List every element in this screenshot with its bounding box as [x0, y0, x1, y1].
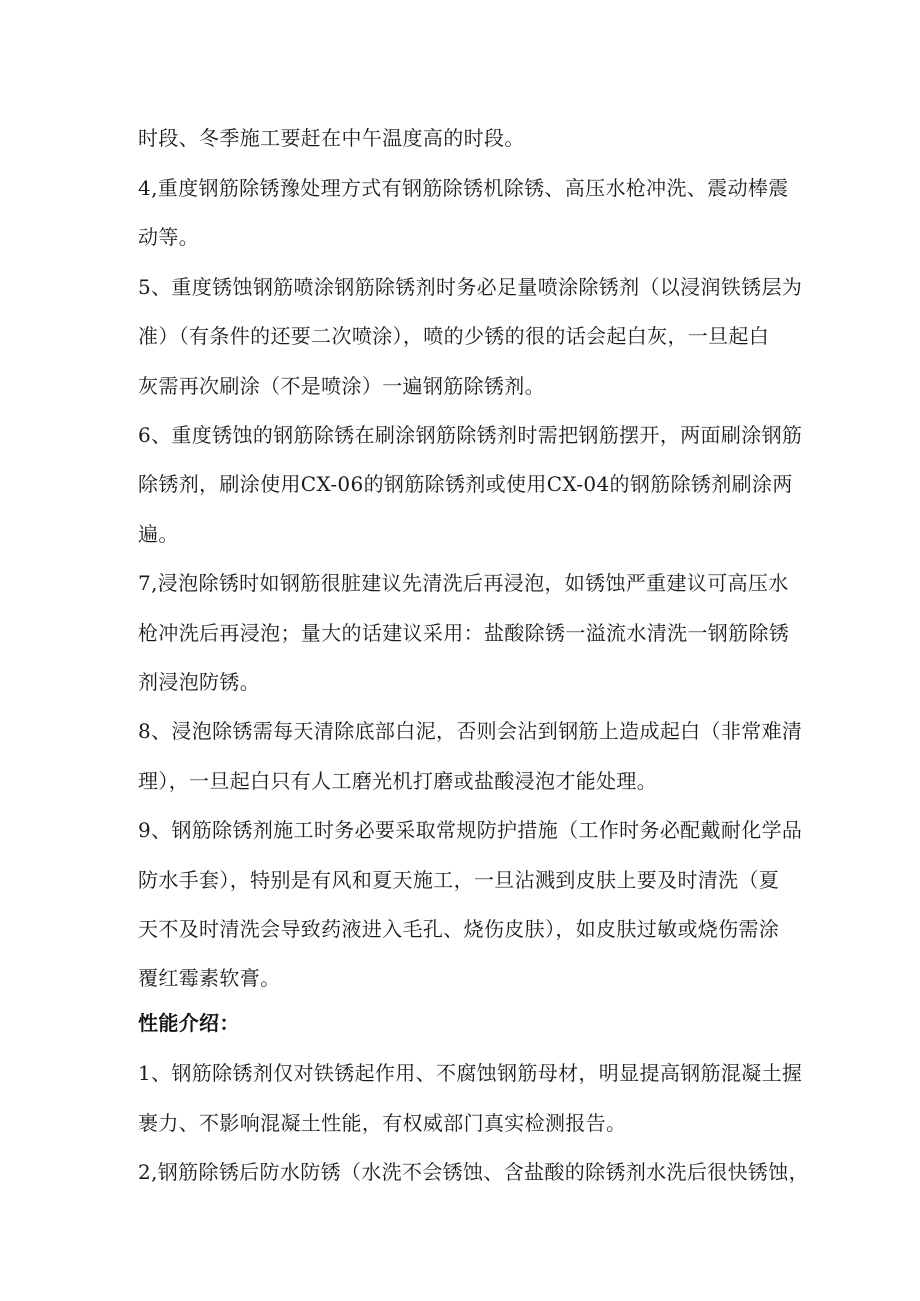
paragraph-line: 准）（有条件的还要二次喷涂），喷的少锈的很的话会起白灰，一旦起白 [138, 324, 770, 348]
paragraph-line: 遍。 [138, 522, 179, 546]
paragraph-line: 9、钢筋除锈剂施工时务必要采取常规防护措施（工作时务必配戴耐化学品 [138, 818, 803, 842]
paragraph-line: 时段、冬季施工要赶在中午温度高的时段。 [138, 126, 525, 150]
section-heading: 性能介绍： [138, 1011, 240, 1035]
paragraph-line: 灰需再次刷涂（不是喷涂）一遍钢筋除锈剂。 [138, 374, 545, 398]
paragraph-line: 裹力、不影响混凝土性能，有权威部门真实检测报告。 [138, 1111, 627, 1135]
paragraph-line: 枪冲洗后再浸泡；量大的话建议采用：盐酸除锈一溢流水清洗一钢筋除锈 [138, 621, 790, 645]
paragraph-line: 2,钢筋除锈后防水防锈（水洗不会锈蚀、含盐酸的除锈剂水洗后很快锈蚀， [138, 1160, 809, 1184]
paragraph-line: 8、浸泡除锈需每天清除底部白泥，否则会沾到钢筋上造成起白（非常难清 [138, 719, 803, 743]
paragraph-line: 6、重度锈蚀的钢筋除锈在刷涂钢筋除锈剂时需把钢筋摆开，两面刷涂钢筋 [138, 423, 803, 447]
paragraph-line: 5、重度锈蚀钢筋喷涂钢筋除锈剂时务必足量喷涂除锈剂（以浸润铁锈层为 [138, 275, 803, 299]
paragraph-line: 动等。 [138, 225, 200, 249]
paragraph-line: 除锈剂，刷涂使用CX-06的钢筋除锈剂或使用CX-04的钢筋除锈剂刷涂两 [138, 472, 793, 496]
paragraph-line: 理），一旦起白只有人工磨光机打磨或盐酸浸泡才能处理。 [138, 769, 658, 793]
paragraph-line: 防水手套），特别是有风和夏天施工，一旦沾溅到皮肤上要及时清洗（夏 [138, 868, 780, 892]
paragraph-line: 覆红霉素软膏。 [138, 966, 281, 990]
paragraph-line: 4,重度钢筋除锈豫处理方式有钢筋除锈机除锈、高压水枪冲洗、震动棒震 [138, 176, 789, 200]
paragraph-line: 1、钢筋除锈剂仅对铁锈起作用、不腐蚀钢筋母材，明显提高钢筋混凝土握 [138, 1061, 803, 1085]
paragraph-line: 7,浸泡除锈时如钢筋很脏建议先清洗后再浸泡，如锈蚀严重建议可高压水 [138, 571, 789, 595]
paragraph-line: 剂浸泡防锈。 [138, 670, 261, 694]
paragraph-line: 天不及时清洗会导致药液进入毛孔、烧伤皮肤），如皮肤过敏或烧伤需涂 [138, 917, 780, 941]
